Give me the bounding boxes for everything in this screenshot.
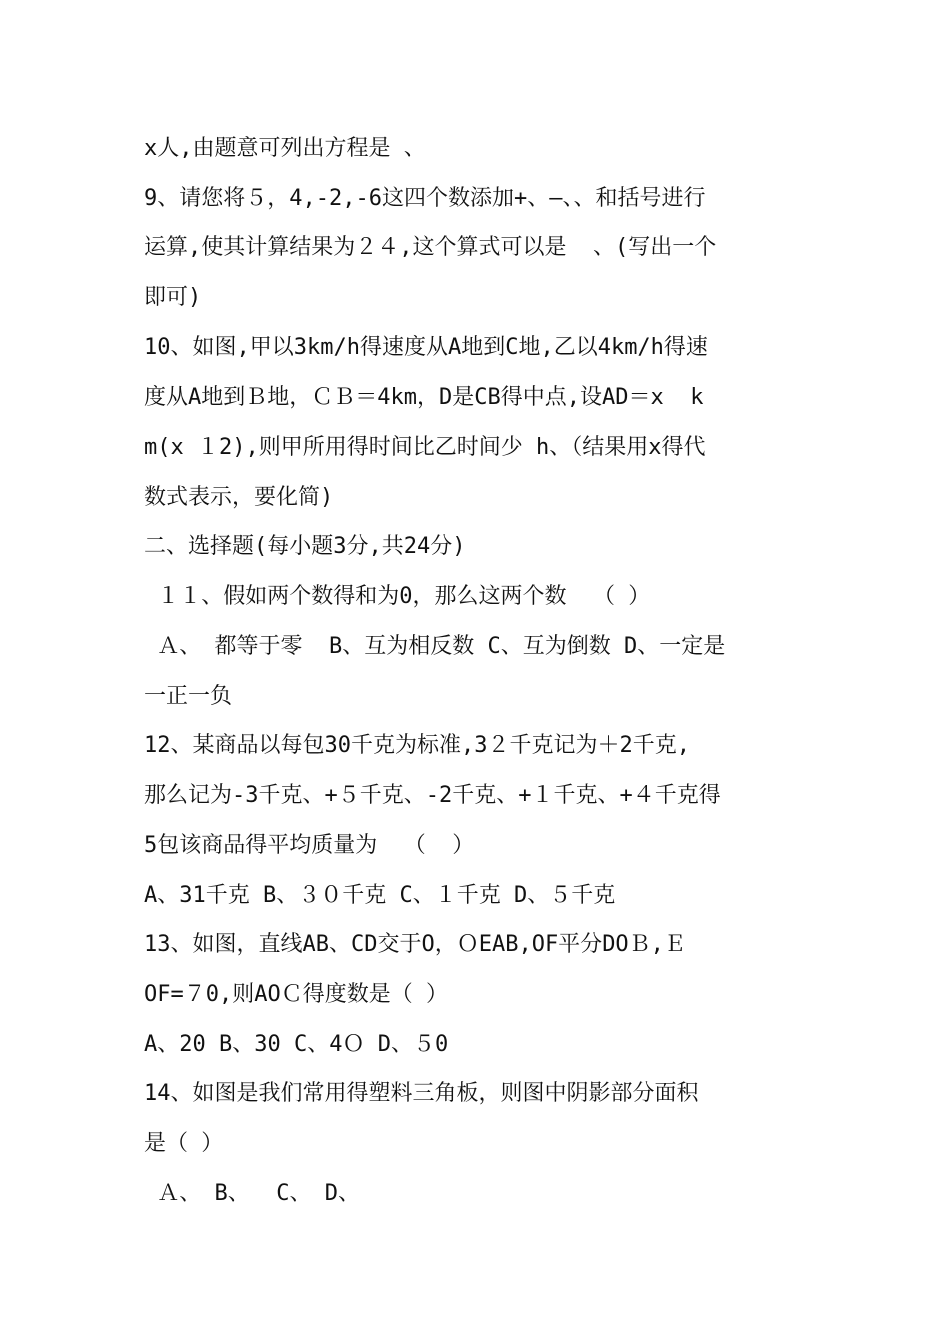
question-10-line-1: 10、如图,甲以3km/h得速度从A地到C地,乙以4km/h得速 [144,335,708,360]
question-10-line-4: 数式表示，要化简) [144,485,334,510]
question-14-line-2: 是（ ） [144,1131,224,1156]
question-11-options-cont: 一正一负 [144,684,233,709]
question-12-line-3: 5包该商品得平均质量为 （ ） [144,833,475,858]
question-13-line-1: 13、如图，直线AB、CD交于O，ＯEAB,OF平分DOＢ,Ｅ [144,932,686,957]
question-9-line-3: 即可) [144,285,202,310]
question-12-line-2: 那么记为-3千克、+５千克、-2千克、+１千克、+４千克得 [144,783,721,808]
question-12-line-1: 12、某商品以每包30千克为标准,3２千克记为＋2千克, [144,733,690,758]
question-13-options: A、20 B、30 C、4Ｏ D、５0 [144,1032,449,1057]
question-12-options: A、31千克 B、３０千克 C、１千克 D、５千克 [144,883,616,908]
question-14-line-1: 14、如图是我们常用得塑料三角板，则图中阴影部分面积 [144,1081,699,1106]
question-14-options: Ａ、 B、 C、 D、 [144,1181,360,1206]
question-13-line-2: OF=７0,则AOＣ得度数是（ ） [144,982,448,1007]
question-11-line-1: １１、假如两个数得和为0，那么这两个数 （ ） [144,584,651,609]
question-9-line-2: 运算,使其计算结果为２４,这个算式可以是 、(写出一个 [144,235,717,260]
section-heading: 二、选择题(每小题3分,共24分) [144,534,466,559]
question-9-line-1: 9、请您将５，4,-2,-6这四个数添加+、—、、和括号进行 [144,186,706,211]
question-10-line-3: m(x １2),则甲所用得时间比乙时间少 h、（结果用x得代 [144,435,706,460]
question-11-options: Ａ、 都等于零 B、互为相反数 C、互为倒数 D、一定是 [144,634,726,659]
text-line-1: x人,由题意可列出方程是 、 [144,136,426,161]
question-10-line-2: 度从A地到Ｂ地，ＣＢ＝4km，D是CB得中点,设AD＝x k [144,385,704,410]
